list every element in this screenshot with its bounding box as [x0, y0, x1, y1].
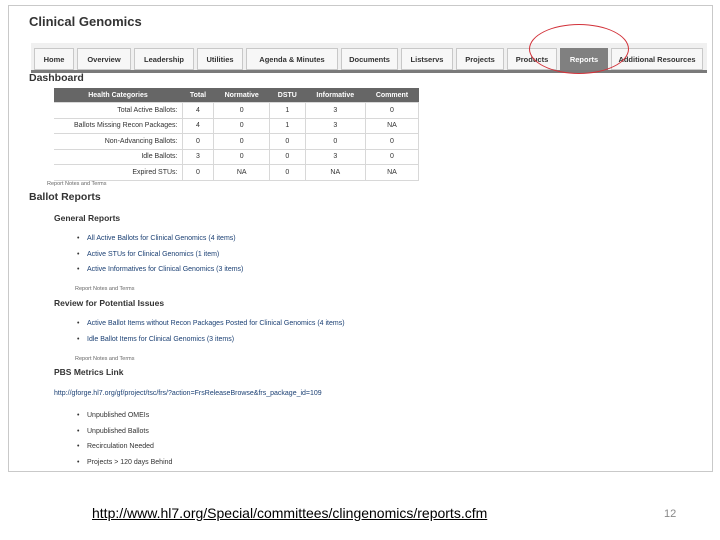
metric-item: • Recirculation Needed — [77, 439, 172, 455]
value-cell: 0 — [270, 134, 306, 150]
table-row — [54, 103, 419, 119]
value-cell: 0 — [270, 149, 306, 165]
metric-item: • Projects > 120 days Behind — [77, 455, 172, 471]
highlight-circle-annotation — [529, 24, 629, 74]
table-header-row — [54, 88, 419, 103]
dashboard-title: Dashboard — [29, 72, 84, 84]
report-link[interactable]: • Idle Ballot Items for Clinical Genomics (3 items) — [77, 332, 345, 348]
column-header: Comment — [365, 88, 418, 103]
report-notes-link[interactable]: Report Notes and Terms — [75, 356, 135, 362]
tab-utilities[interactable]: Utilities — [197, 48, 243, 70]
tab-home[interactable]: Home — [34, 48, 74, 70]
report-link[interactable]: • Active STUs for Clinical Genomics (1 item) — [77, 247, 243, 263]
page-number: 12 — [664, 508, 677, 520]
value-cell[interactable]: 1 — [270, 118, 306, 134]
table-row — [54, 165, 419, 181]
tab-products[interactable]: Products — [507, 48, 557, 70]
tab-documents[interactable]: Documents — [341, 48, 398, 70]
column-header: Total — [182, 88, 214, 103]
table-row — [54, 134, 419, 150]
value-cell: 0 — [182, 134, 214, 150]
footer-url-link[interactable]: http://www.hl7.org/Special/committees/clingenomics/reports.cfm — [92, 505, 488, 521]
value-cell: 0 — [365, 134, 418, 150]
value-cell[interactable]: 1 — [270, 103, 306, 119]
value-cell: 0 — [214, 134, 270, 150]
value-cell: 0 — [365, 103, 418, 119]
value-cell[interactable]: 3 — [182, 149, 214, 165]
column-header: Informative — [305, 88, 365, 103]
value-cell: 0 — [270, 165, 306, 181]
value-cell: NA — [365, 118, 418, 134]
value-cell: 0 — [214, 103, 270, 119]
table-row — [54, 118, 419, 134]
value-cell: 0 — [182, 165, 214, 181]
value-cell: NA — [365, 165, 418, 181]
general-reports-title: General Reports — [54, 213, 121, 223]
pbs-metrics-list — [77, 408, 172, 470]
report-link[interactable]: • Active Ballot Items without Recon Packages Posted for Clinical Genomics (4 items) — [77, 316, 345, 332]
ballot-reports-title: Ballot Reports — [29, 191, 101, 203]
value-cell: NA — [214, 165, 270, 181]
tab-leadership[interactable]: Leadership — [134, 48, 194, 70]
report-notes-link[interactable]: Report Notes and Terms — [47, 181, 107, 187]
general-reports-list — [77, 231, 243, 278]
tab-reports[interactable]: Reports — [560, 48, 608, 70]
column-header: Normative — [214, 88, 270, 103]
table-row — [54, 149, 419, 165]
screenshot-frame — [8, 5, 713, 472]
value-cell[interactable]: 3 — [305, 118, 365, 134]
value-cell: 0 — [214, 118, 270, 134]
site-title: Clinical Genomics — [29, 14, 142, 29]
value-cell[interactable]: 4 — [182, 118, 214, 134]
report-link[interactable]: • All Active Ballots for Clinical Genomics (4 items) — [77, 231, 243, 247]
value-cell: 0 — [305, 134, 365, 150]
metric-item: • Unpublished Ballots — [77, 424, 172, 440]
value-cell[interactable]: 3 — [305, 149, 365, 165]
tab-agenda-minutes[interactable]: Agenda & Minutes — [246, 48, 338, 70]
tab-projects[interactable]: Projects — [456, 48, 504, 70]
review-issues-title: Review for Potential Issues — [54, 298, 165, 308]
value-cell[interactable]: 4 — [182, 103, 214, 119]
column-header: Health Categories — [54, 88, 182, 103]
category-cell: Idle Ballots: — [54, 149, 182, 165]
category-cell: Ballots Missing Recon Packages: — [54, 118, 182, 134]
dashboard-table — [54, 88, 419, 181]
tab-overview[interactable]: Overview — [77, 48, 131, 70]
pbs-metrics-url[interactable]: http://gforge.hl7.org/gf/project/tsc/frs/?action=FrsReleaseBrowse&frs_package_id=109 — [54, 390, 322, 397]
report-notes-link[interactable]: Report Notes and Terms — [75, 286, 135, 292]
value-cell[interactable]: 3 — [305, 103, 365, 119]
value-cell: 0 — [214, 149, 270, 165]
column-header: DSTU — [270, 88, 306, 103]
category-cell: Total Active Ballots: — [54, 103, 182, 119]
metric-item: • Unpublished OMEIs — [77, 408, 172, 424]
tab-additional-resources[interactable]: Additional Resources — [611, 48, 703, 70]
value-cell: 0 — [365, 149, 418, 165]
category-cell: Non-Advancing Ballots: — [54, 134, 182, 150]
category-cell: Expired STUs: — [54, 165, 182, 181]
pbs-metrics-title: PBS Metrics Link — [54, 367, 124, 377]
tab-listservs[interactable]: Listservs — [401, 48, 453, 70]
value-cell: NA — [305, 165, 365, 181]
report-link[interactable]: • Active Informatives for Clinical Genomics (3 items) — [77, 262, 243, 278]
review-issues-list — [77, 316, 345, 347]
